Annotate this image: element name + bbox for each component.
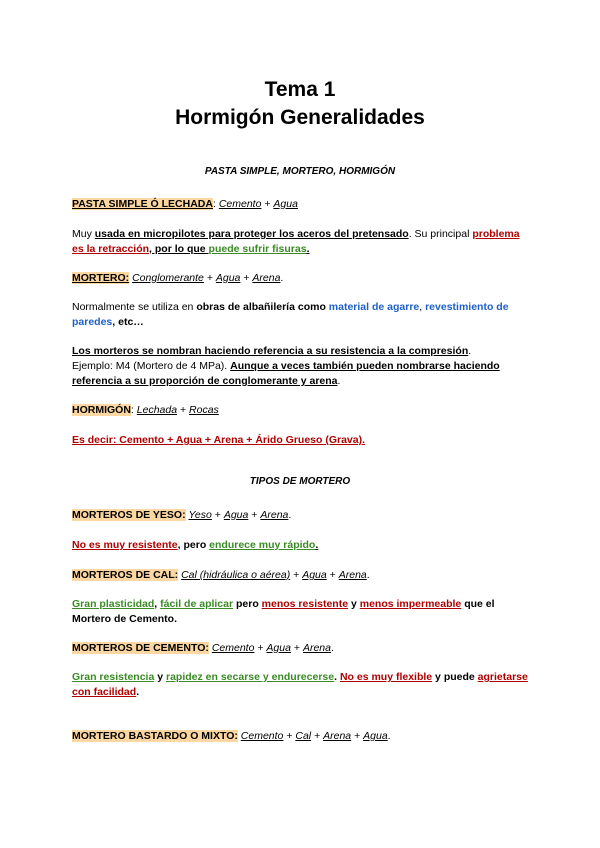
mortero-cemento-definition: MORTEROS DE CEMENTO: Cemento + Agua + Arena.: [72, 642, 334, 654]
mortero-bastardo-definition: MORTERO BASTARDO O MIXTO: Cemento + Cal + Arena + Agua.: [72, 730, 391, 742]
title-line-2: Hormigón Generalidades: [175, 106, 425, 129]
mortero-cemento-description: Gran resistencia y rapidez en secarse y endurecerse. No es muy flexible y puede agrietarse con facilidad.: [72, 671, 528, 698]
mortero-yeso-definition: MORTEROS DE YESO: Yeso + Agua + Arena.: [72, 509, 292, 521]
hormigon-description: Es decir: Cemento + Agua + Arena + Árido Grueso (Grava).: [72, 434, 366, 446]
term-cemento: Cemento: [218, 198, 262, 210]
mortero-cal-definition: MORTEROS DE CAL: Cal (hidráulica o aérea) + Agua + Arena.: [72, 569, 370, 581]
title-line-1: Tema 1: [264, 78, 336, 101]
mortero-label: MORTERO:: [72, 272, 130, 284]
pasta-simple-label: PASTA SIMPLE Ó LECHADA: [72, 198, 213, 210]
pasta-simple-definition: PASTA SIMPLE Ó LECHADA: Cemento + Agua: [72, 198, 298, 210]
section-heading-pasta-mortero-hormigon: PASTA SIMPLE, MORTERO, HORMIGÓN: [204, 166, 396, 177]
pasta-simple-description: Muy usada en micropilotes para proteger los aceros del pretensado. Su principal problema es la retracción, por lo que puede sufrir fisuras.: [72, 228, 520, 255]
mortero-definition: MORTERO: Conglomerante + Agua + Arena.: [72, 272, 284, 284]
cemento-label: MORTEROS DE CEMENTO:: [72, 642, 209, 654]
bastardo-label: MORTERO BASTARDO O MIXTO:: [72, 730, 238, 742]
mortero-cal-description: Gran plasticidad, fácil de aplicar pero menos resistente y menos impermeable que el Mortero de Cemento.: [72, 598, 495, 625]
mortero-yeso-description: No es muy resistente, pero endurece muy rápido.: [72, 539, 319, 551]
yeso-label: MORTEROS DE YESO:: [72, 509, 186, 521]
section-heading-tipos-mortero: TIPOS DE MORTERO: [249, 476, 351, 487]
term-agua: Agua: [273, 198, 298, 210]
hormigon-definition: HORMIGÓN: Lechada + Rocas: [72, 404, 219, 416]
mortero-naming: Los morteros se nombran haciendo referencia a su resistencia a la compresión. Ejemplo: M4 (Mortero de 4 MPa). Aunque a veces también pueden nombrarse haciendo referencia a su proporción de conglomerante y arena.: [72, 345, 500, 387]
hormigon-label: HORMIGÓN: [72, 404, 131, 416]
cal-label: MORTEROS DE CAL:: [72, 569, 179, 581]
mortero-uses: Normalmente se utiliza en obras de albañilería como material de agarre, revestimiento de paredes, etc…: [72, 301, 509, 328]
